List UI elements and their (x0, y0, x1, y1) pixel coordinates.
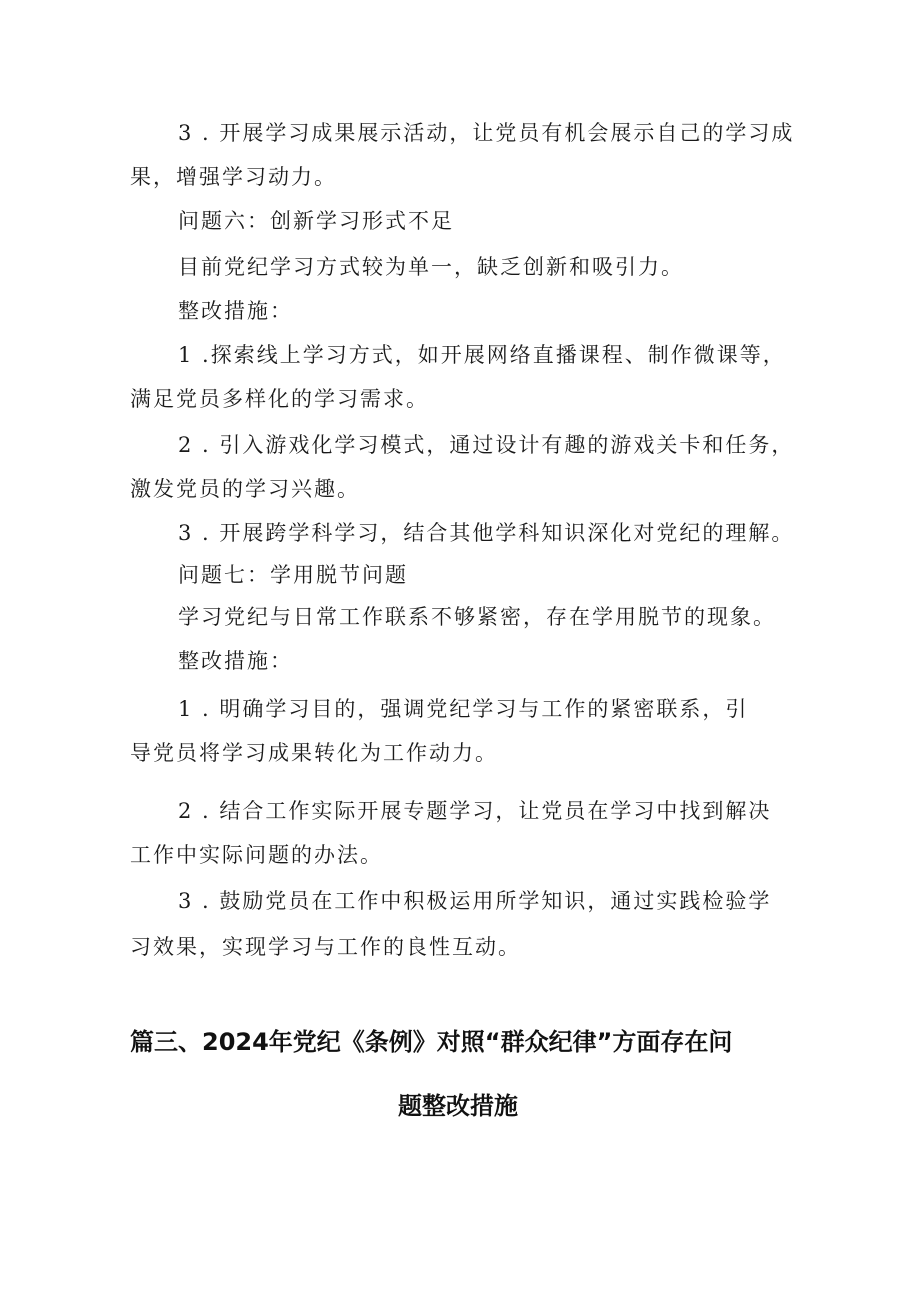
problem-heading: 问题七：学用脱节问题 (178, 563, 408, 587)
paragraph-line: 工作中实际问题的办法。 (130, 843, 383, 867)
problem-heading: 问题六：创新学习形式不足 (178, 209, 454, 233)
section-heading-line1: 篇三、2024年党纪《条例》对照“群众纪律”方面存在问 (130, 1028, 733, 1056)
paragraph-line: 1 .探索线上学习方式，如开展网络直播课程、制作微课等， (178, 343, 786, 367)
problem-description: 学习党纪与日常工作联系不够紧密，存在学用脱节的现象。 (178, 605, 776, 629)
paragraph-line: 3 . 开展跨学科学习，结合其他学科知识深化对党纪的理解。 (178, 521, 795, 545)
paragraph-line: 导党员将学习成果转化为工作动力。 (130, 741, 498, 765)
measures-label: 整改措施： (178, 649, 293, 673)
measures-label: 整改措施： (178, 299, 293, 323)
section-heading-line2: 题整改措施 (398, 1092, 518, 1120)
paragraph-line: 3 . 开展学习成果展示活动，让党员有机会展示自己的学习成 (178, 121, 795, 145)
paragraph-line: 满足党员多样化的学习需求。 (130, 387, 429, 411)
problem-description: 目前党纪学习方式较为单一，缺乏创新和吸引力。 (178, 255, 684, 279)
paragraph-line: 习效果，实现学习与工作的良性互动。 (130, 935, 521, 959)
paragraph-line: 2 . 结合工作实际开展专题学习，让党员在学习中找到解决 (178, 799, 772, 823)
paragraph-line: 激发党员的学习兴趣。 (130, 477, 360, 501)
paragraph-line: 1 . 明确学习目的，强调党纪学习与工作的紧密联系，引 (178, 697, 749, 721)
paragraph-line: 3 . 鼓励党员在工作中积极运用所学知识，通过实践检验学 (178, 889, 772, 913)
paragraph-line: 果，增强学习动力。 (130, 165, 337, 189)
paragraph-line: 2 . 引入游戏化学习模式，通过设计有趣的游戏关卡和任务， (178, 433, 795, 457)
